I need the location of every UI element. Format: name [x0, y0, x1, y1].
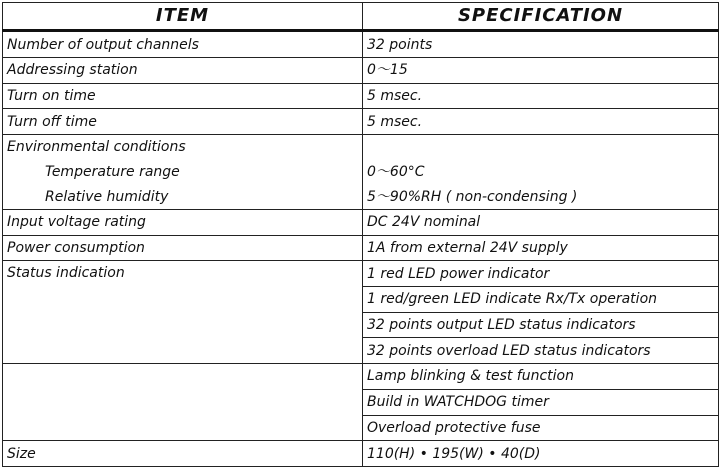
- subitem-cell: Relative humidity: [3, 184, 363, 209]
- item-cell-empty: [3, 364, 363, 441]
- spec-cell-empty: [363, 134, 719, 159]
- specification-table: [2, 2, 719, 467]
- subitem-cell: Temperature range: [3, 160, 363, 185]
- item-cell: Input voltage rating: [3, 210, 363, 236]
- table-row: [3, 235, 719, 261]
- table-row: [3, 109, 719, 135]
- spec-cell: 1 red LED power indicator: [363, 261, 719, 287]
- spec-cell: 5 msec.: [363, 109, 719, 135]
- item-cell: Size: [3, 441, 363, 467]
- table-row: [3, 134, 719, 159]
- spec-cell: DC 24V nominal: [363, 210, 719, 236]
- spec-cell: 32 points: [363, 31, 719, 58]
- table-row: [3, 364, 719, 390]
- table-row: [3, 160, 719, 185]
- item-cell: Turn off time: [3, 109, 363, 135]
- item-cell: Addressing station: [3, 57, 363, 83]
- item-column-header: ITEM: [3, 3, 363, 31]
- table-row: [3, 210, 719, 236]
- spec-cell: Build in WATCHDOG timer: [363, 389, 719, 415]
- item-cell: Environmental conditions: [3, 134, 363, 159]
- spec-cell: Lamp blinking & test function: [363, 364, 719, 390]
- spec-cell: Overload protective fuse: [363, 415, 719, 441]
- spec-cell: 0～60°C: [363, 160, 719, 185]
- table-row: [3, 441, 719, 467]
- spec-cell: 1A from external 24V supply: [363, 235, 719, 261]
- spec-cell: 1 red/green LED indicate Rx/Tx operation: [363, 287, 719, 313]
- table-row: [3, 83, 719, 109]
- table-row: [3, 261, 719, 287]
- spec-cell: 5～90%RH ( non-condensing ): [363, 184, 719, 209]
- header-row: [3, 3, 719, 31]
- spec-cell: 32 points overload LED status indicators: [363, 338, 719, 364]
- item-cell: Status indication: [3, 261, 363, 364]
- spec-cell: 0～15: [363, 57, 719, 83]
- spec-cell: 110(H) • 195(W) • 40(D): [363, 441, 719, 467]
- item-cell: Turn on time: [3, 83, 363, 109]
- spec-cell: 32 points output LED status indicators: [363, 312, 719, 338]
- specification-column-header: SPECIFICATION: [363, 3, 719, 31]
- item-cell: Power consumption: [3, 235, 363, 261]
- table-row: [3, 57, 719, 83]
- table-row: [3, 31, 719, 58]
- spec-cell: 5 msec.: [363, 83, 719, 109]
- item-cell: Number of output channels: [3, 31, 363, 58]
- table-row: [3, 184, 719, 209]
